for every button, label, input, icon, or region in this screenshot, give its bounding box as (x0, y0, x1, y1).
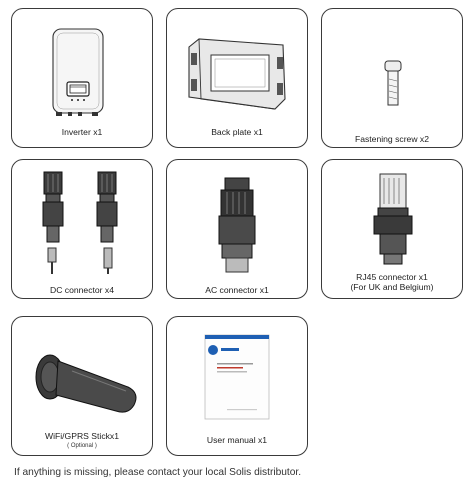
item-label: Fastening screw x2 (354, 134, 430, 144)
item-card-dc-connector (11, 159, 153, 299)
item-sublabel: ( Optional ) (67, 443, 97, 449)
item-card-wifi-stick (11, 316, 153, 456)
dc-connector-icon (12, 160, 154, 280)
item-card-back-plate (166, 8, 308, 148)
item-label: Inverter x1 (61, 127, 103, 137)
item-label: User manual x1 (206, 435, 268, 445)
item-sublabel: (For UK and Belgium) (350, 282, 434, 292)
missing-items-note: If anything is missing, please contact your local Solis distributor. (14, 467, 302, 478)
item-card-inverter (11, 8, 153, 148)
item-label: DC connector x4 (49, 285, 114, 295)
item-card-rj45-connector (321, 159, 463, 299)
rj45-connector-icon (322, 160, 464, 270)
inverter-icon (12, 9, 154, 119)
item-card-user-manual (166, 316, 308, 456)
back-plate-icon (167, 9, 309, 119)
item-card-ac-connector (166, 159, 308, 299)
item-card-fastening-screw (321, 8, 463, 148)
item-label: AC connector x1 (205, 285, 269, 295)
ac-connector-icon (167, 160, 309, 280)
item-label: Back plate x1 (211, 127, 263, 137)
wifi-stick-icon (12, 317, 154, 429)
screw-icon (322, 9, 464, 119)
item-label: RJ45 connector x1 (356, 272, 428, 282)
user-manual-icon (167, 317, 309, 429)
item-label: WiFi/GPRS Stickx1 (44, 431, 119, 441)
